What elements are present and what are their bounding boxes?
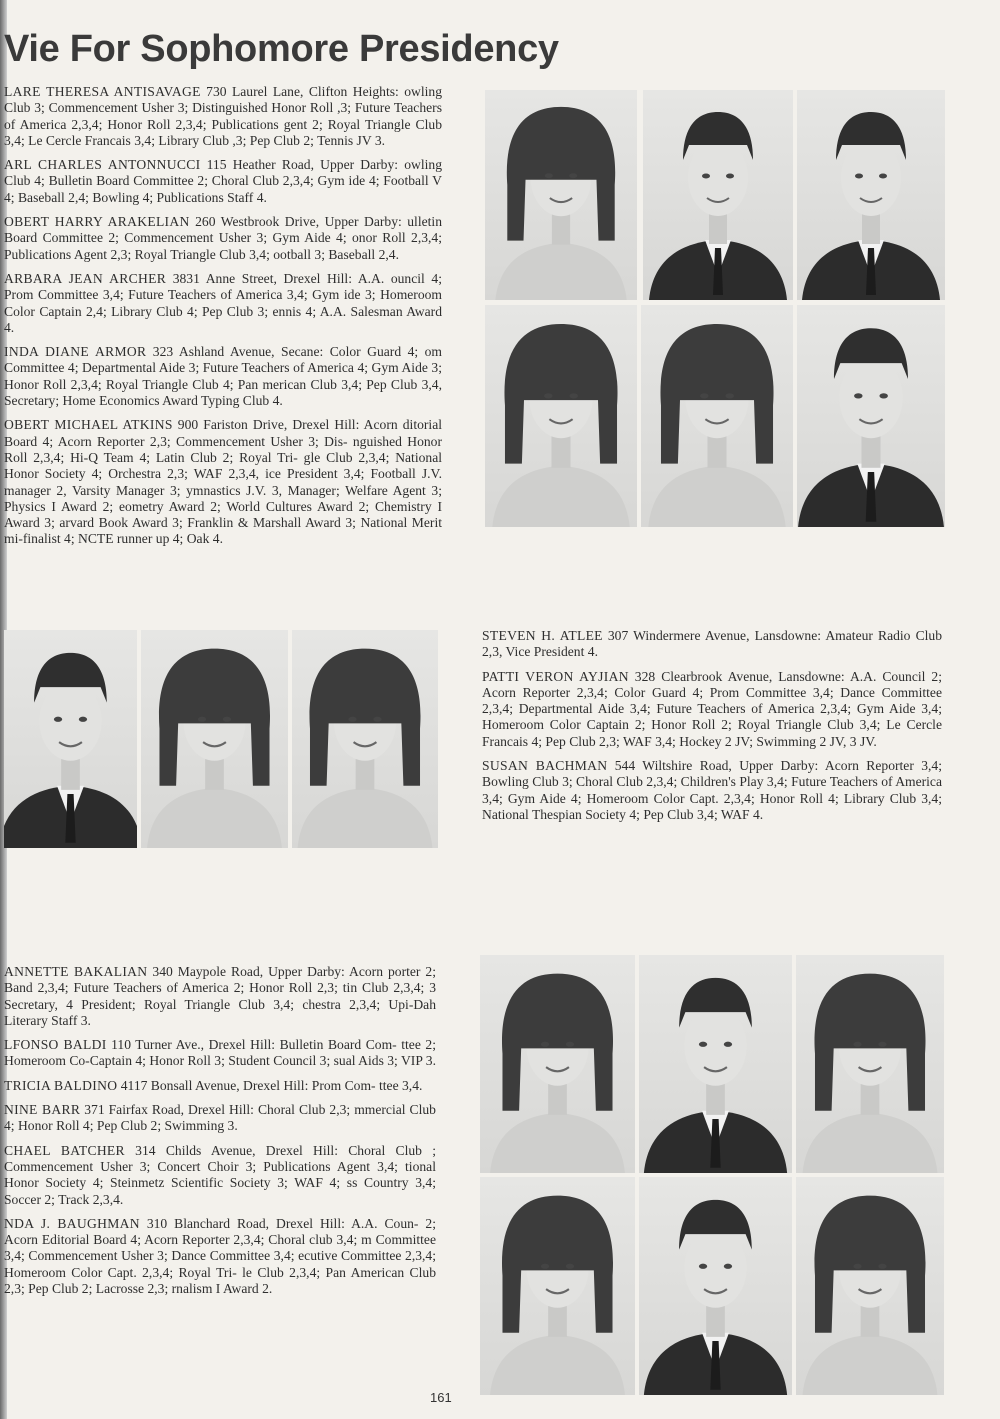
student-name: LARE THERESA ANTISAVAGE xyxy=(4,84,201,99)
student-name: PATTI VERON AYJIAN xyxy=(482,668,629,684)
portrait-silhouette xyxy=(796,955,944,1173)
student-details: 310 Blanchard Road, Drexel Hill: A.A. Coun- 2; Acorn Editorial Board 4; Acorn Reporter 2,3,4; Choral club 3,4; m Committee 3,4; Commencement Usher 3; Dance Committee 3,4; ecutive Committee 2,3,4; Homeroom Color Capt. 2,3,4; Royal Tri- le Club 2,3,4; Pan American Club 2,3; Pep Club 2; Lacrosse 2,3; rnalism I Award 2. xyxy=(4,1215,436,1297)
portrait-photo xyxy=(4,630,137,848)
portrait-photo xyxy=(639,1177,792,1395)
portrait-silhouette xyxy=(639,1177,792,1395)
student-details: 115 Heather Road, Upper Darby: owling Club 4; Bulletin Board Committee 2; Choral Club 2,3,4; Gym ide 4; Football V 4; Baseball 2,4; Bowling 4; Publications Staff 4. xyxy=(4,157,442,205)
student-name: CHAEL BATCHER xyxy=(4,1142,125,1158)
portrait-photo xyxy=(796,955,944,1173)
student-details: 260 Westbrook Drive, Upper Darby: ulletin Board Committee 2; Commencement Usher 3; Gym Aide 4; onor Roll 2,3,4; Publications Agent 2,3; Royal Triangle Club 3,4; ootball 3; Baseball 2,4. xyxy=(4,214,442,262)
bio-entry xyxy=(4,157,442,206)
student-details: 307 Windermere Avenue, Lansdowne: Amateur Radio Club 2,3, Vice President 4. xyxy=(482,628,943,660)
bio-column-middle-right xyxy=(482,628,942,831)
portrait-silhouette xyxy=(141,630,288,848)
bio-entry xyxy=(4,964,436,1029)
bio-entry xyxy=(4,344,442,409)
student-name: ARL CHARLES ANTONNUCCI xyxy=(4,157,201,173)
portrait-silhouette xyxy=(643,90,793,300)
portrait-photo xyxy=(796,1177,944,1395)
student-details: 328 Clearbrook Avenue, Lansdowne: A.A. Council 2; Acorn Reporter 2,3,4; Color Guard 4; Prom Committee 3,4; Dance Committee 2,3,4; Departmental Aide 3,4; Future Teachers of America 2,3,4; Gym Aide 3,4; Homeroom Color Captain 2; Honor Roll 2; Royal Triangle Club 3,4; Le Cercle Francais 4; Pep Club 2,3; WAF 3,4; Hockey 2 JV; Swimming 2 JV, 3 JV. xyxy=(482,668,942,749)
portrait-photo xyxy=(485,305,637,527)
bio-entry xyxy=(4,1037,436,1070)
student-details: 544 Wiltshire Road, Upper Darby: Acorn Reporter 3,4; Bowling Club 3; Choral Club 2,3,4; Children's Play 3,4; Future Teachers of America 3,4; Gym Aide 4; Homeroom Color Capt. 2,3,4; Honor Roll 4; Library Club 3,4; National Thespian Society 4; Pep Club 3,4; WAF 4. xyxy=(482,758,943,822)
student-details: 3831 Anne Street, Drexel Hill: A.A. ouncil 4; Prom Committee 3,4; Future Teachers of America 3,4; Gym ide 3; Homeroom Color Captain 2,4; Library Club 4; Pep Club 3; ennis 4; A.A. Salesman Award 4. xyxy=(4,270,442,335)
bio-entry xyxy=(4,271,442,336)
portrait-photo xyxy=(480,1177,635,1395)
bio-entry xyxy=(4,214,442,263)
student-details: 314 Childs Avenue, Drexel Hill: Choral Club ; Commencement Usher 3; Concert Choir 3; Publications Agent 3,4; tional Honor Society 4; Steinmetz Scientific Society 3; WAF 4; ss Country 3,4; Soccer 2; Track 2,3,4. xyxy=(4,1142,436,1207)
bio-entry xyxy=(482,758,942,823)
student-name: INDA DIANE ARMOR xyxy=(4,344,147,360)
portrait-photo xyxy=(639,955,792,1173)
portrait-silhouette xyxy=(480,955,635,1173)
portrait-photo xyxy=(797,90,945,300)
portrait-silhouette xyxy=(797,90,945,300)
bio-entry xyxy=(4,417,442,547)
student-details: 371 Fairfax Road, Drexel Hill: Choral Club 2,3; mmercial Club 4; Honor Roll 4; Pep Club 2; Swimming 3. xyxy=(4,1102,436,1134)
student-name: TRICIA BALDINO xyxy=(4,1077,118,1093)
bio-entry xyxy=(482,628,942,661)
bio-column-top-left xyxy=(4,84,442,556)
student-details: 340 Maypole Road, Upper Darby: Acorn porter 2; Band 2,3,4; Future Teachers of America 2; Honor Roll 2,3; tin Club 2,3,4; 3 Secretary, 4 President; Royal Triangle Club 3,4; chestra 2,3,4; Upi-Dah Literary Staff 3. xyxy=(4,964,436,1028)
portrait-silhouette xyxy=(292,630,438,848)
student-name: NDA J. BAUGHMAN xyxy=(4,1215,140,1231)
page-headline: Vie For Sophomore Presidency xyxy=(4,28,559,70)
portrait-photo xyxy=(292,630,438,848)
student-name: SUSAN BACHMAN xyxy=(482,758,608,774)
portrait-photo xyxy=(797,305,945,527)
portrait-silhouette xyxy=(485,305,637,527)
bio-entry xyxy=(4,1078,436,1094)
student-name: OBERT MICHAEL ATKINS xyxy=(4,417,173,433)
portrait-photo xyxy=(480,955,635,1173)
bio-entry xyxy=(4,1143,436,1208)
student-name: ANNETTE BAKALIAN xyxy=(4,964,148,979)
portrait-silhouette xyxy=(480,1177,635,1395)
bio-column-bottom-left xyxy=(4,964,436,1305)
student-details: 730 Laurel Lane, Clifton Heights: owling Club 3; Commencement Usher 3; Distinguished Honor Roll ,3; Future Teachers of America 2,3,4; Honor Roll 2,3,4; Publications gent 2; Royal Triangle Club 3,4; Le Cercle Francais 3,4; Library Club ,3; Pep Club 2; Tennis JV 3. xyxy=(4,84,442,148)
portrait-silhouette xyxy=(797,305,945,527)
page-number: 161 xyxy=(430,1390,452,1405)
bio-entry xyxy=(4,84,442,149)
bio-entry xyxy=(482,669,942,750)
portrait-photo xyxy=(485,90,637,300)
student-details: 4117 Bonsall Avenue, Drexel Hill: Prom Com- ttee 3,4. xyxy=(117,1077,423,1093)
student-name: OBERT HARRY ARAKELIAN xyxy=(4,214,190,230)
student-name: STEVEN H. ATLEE xyxy=(482,628,603,643)
bio-entry xyxy=(4,1102,436,1135)
portrait-photo xyxy=(643,90,793,300)
bio-entry xyxy=(4,1216,436,1297)
portrait-silhouette xyxy=(639,955,792,1173)
student-name: LFONSO BALDI xyxy=(4,1037,107,1053)
student-details: 323 Ashland Avenue, Secane: Color Guard 4; om Committee 4; Departmental Aide 3; Future Teachers of America 4; Gym Aide 3; Honor Roll 2,3,4; Royal Triangle Club 4; Pan merican Club 3,4; Pep Club 3,4, Secretary; Home Economics Award Typing Club 4. xyxy=(4,344,442,409)
student-details: 110 Turner Ave., Drexel Hill: Bulletin Board Com- ttee 2; Homeroom Co-Captain 4; Honor Roll 3; Student Council 3; sual Aids 3; VIP 3. xyxy=(4,1037,437,1069)
student-name: ARBARA JEAN ARCHER xyxy=(4,270,167,286)
portrait-silhouette xyxy=(796,1177,944,1395)
portrait-silhouette xyxy=(641,305,793,527)
portrait-photo xyxy=(141,630,288,848)
portrait-silhouette xyxy=(485,90,637,300)
student-name: NINE BARR xyxy=(4,1102,81,1118)
portrait-photo xyxy=(641,305,793,527)
student-details: 900 Fariston Drive, Drexel Hill: Acorn ditorial Board 4; Acorn Reporter 2,3; Commencement Usher 3; Dis- nguished Honor Roll 2,3,4; Hi-Q Team 4; Latin Club 2; Royal Tri- gle Club 2,3,4; National Honor Society 4; Orchestra 2,3; WAF 2,3,4, ice President 3,4; Football J.V. manager 2, Varsity Manager 3; ymnastics J.V. 3, Manager; Welfare Agent 3; Physics I Award 2; eometry Award 2; World Cultures Award 2; Chemistry I Award 3; arvard Book Award 3; Franklin & Marshall Award 3; National Merit mi-finalist 4; NCTE runner up 4; Oak 4. xyxy=(4,417,443,547)
portrait-silhouette xyxy=(4,630,137,848)
